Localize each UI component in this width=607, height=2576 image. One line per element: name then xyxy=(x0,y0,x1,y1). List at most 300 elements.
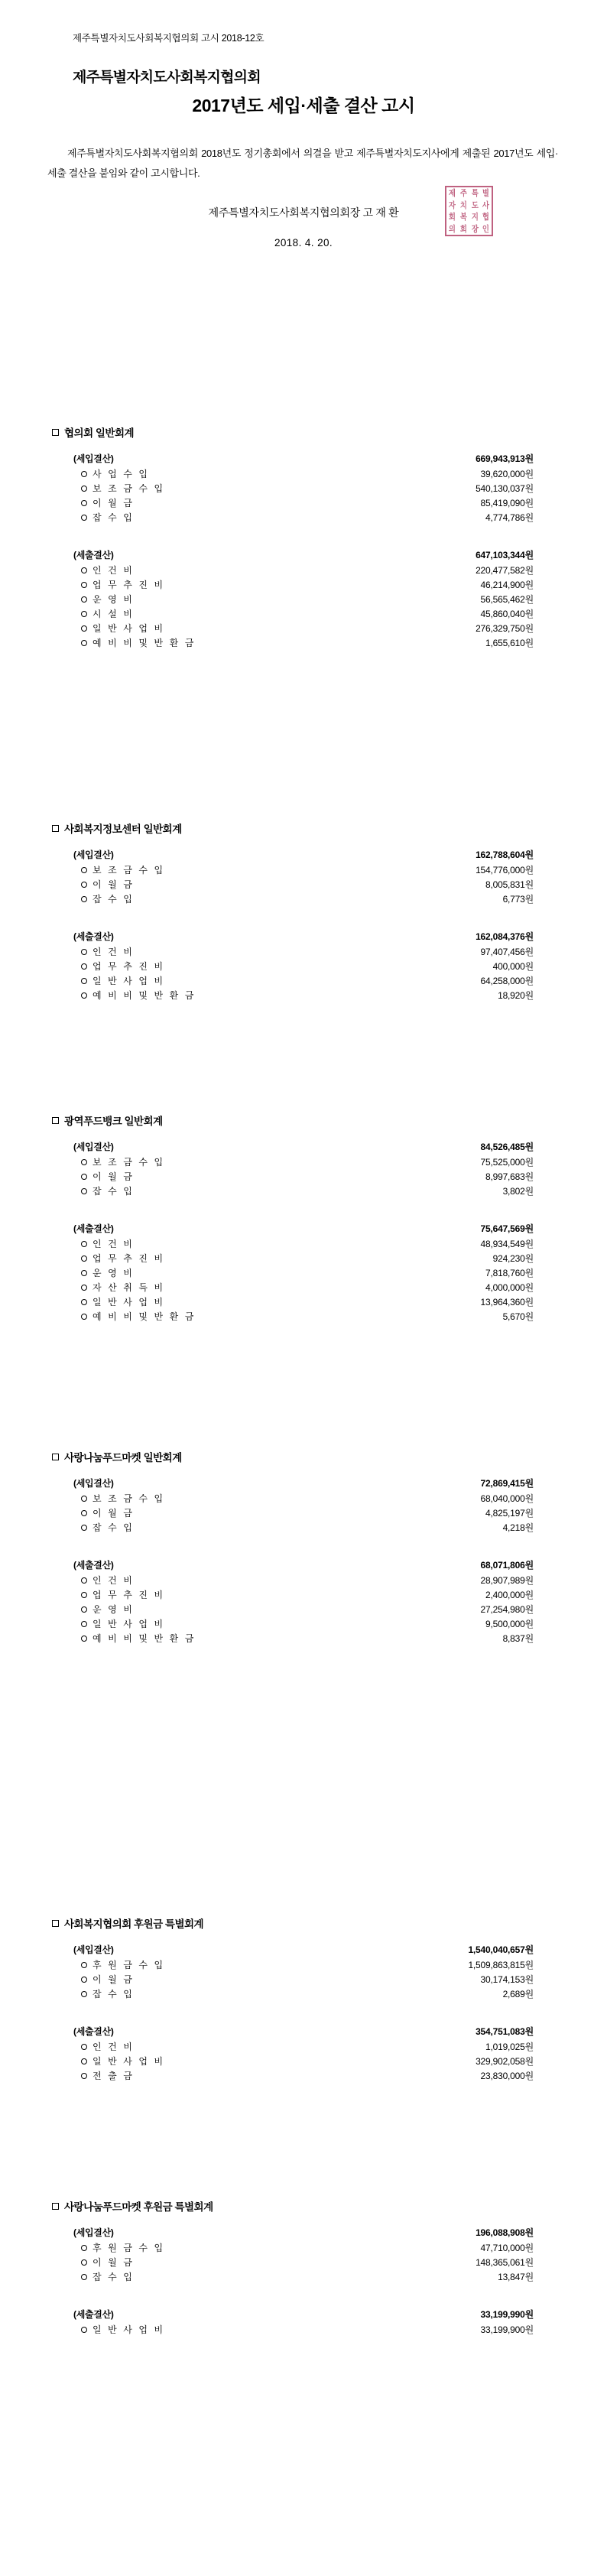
line-item-row xyxy=(0,1973,607,1987)
revenue-total-label: (세입결산) xyxy=(73,849,114,860)
revenue-total-label: (세입결산) xyxy=(73,1142,114,1152)
line-item-row xyxy=(0,2040,607,2055)
line-item-amount: 154,776,000원 xyxy=(476,865,534,875)
line-item-label xyxy=(81,960,165,973)
seal-glyph: 지 xyxy=(471,212,479,223)
line-item-text: 일 반 사 업 비 xyxy=(93,2324,165,2335)
line-item-row xyxy=(0,482,607,496)
revenue-block xyxy=(0,1476,607,1535)
line-item-amount: 9,500,000원 xyxy=(485,1619,534,1629)
section-heading-text: 사랑나눔푸드마켓 후원금 특별회계 xyxy=(64,2201,213,2213)
line-item-amount: 924,230원 xyxy=(492,1253,534,1264)
block-spacer xyxy=(0,1535,607,1546)
line-item-row xyxy=(0,2256,607,2270)
line-item-amount: 45,860,040원 xyxy=(480,609,534,619)
line-item-text: 잡 수 입 xyxy=(93,1522,135,1533)
organization-name: 제주특별자치도사회복지협의회 xyxy=(73,70,261,86)
line-item-row xyxy=(0,1492,607,1506)
line-item-text: 이 월 금 xyxy=(93,498,135,508)
line-item-label xyxy=(81,1237,134,1250)
circle-bullet-icon xyxy=(81,2245,87,2251)
circle-bullet-icon xyxy=(81,1241,87,1247)
seal-glyph: 협 xyxy=(482,212,490,223)
line-item-text: 인 건 비 xyxy=(93,565,135,576)
circle-bullet-icon xyxy=(81,1636,87,1642)
circle-bullet-icon xyxy=(81,978,87,984)
circle-bullet-icon xyxy=(81,1510,87,1516)
line-item-amount: 28,907,989원 xyxy=(480,1575,534,1586)
circle-bullet-icon xyxy=(81,596,87,603)
line-item-amount: 6,773원 xyxy=(502,894,534,905)
line-item-text: 잡 수 입 xyxy=(93,1186,135,1197)
section-heading-text: 협의회 일반회계 xyxy=(64,427,135,439)
line-item-amount: 8,837원 xyxy=(502,1633,534,1644)
line-item-amount: 7,818,760원 xyxy=(485,1268,534,1278)
seal-glyph: 주 xyxy=(459,188,467,199)
circle-bullet-icon xyxy=(81,2073,87,2079)
line-item-row xyxy=(0,578,607,593)
signer-line: 제주특별자치도사회복지협의회장 고 재 환 xyxy=(208,206,399,219)
circle-bullet-icon xyxy=(81,1314,87,1320)
line-item-row xyxy=(0,1521,607,1535)
seal-glyph: 회 xyxy=(448,212,456,223)
line-item-label xyxy=(81,2055,165,2068)
line-item-amount: 400,000원 xyxy=(492,961,534,972)
seal-glyph: 특 xyxy=(471,188,479,199)
line-item-amount: 2,689원 xyxy=(502,1989,534,1999)
expenditure-total-row xyxy=(0,1222,607,1237)
line-item-text: 일 반 사 업 비 xyxy=(93,2056,165,2067)
revenue-total-label: (세입결산) xyxy=(73,1944,114,1955)
line-item-text: 인 건 비 xyxy=(93,2042,135,2052)
line-item-amount: 148,365,061원 xyxy=(476,2257,534,2268)
line-item-row xyxy=(0,1252,607,1266)
line-item-label xyxy=(81,1155,165,1168)
line-item-text: 이 월 금 xyxy=(93,1508,135,1519)
line-item-text: 이 월 금 xyxy=(93,1171,135,1182)
line-item-row xyxy=(0,2323,607,2337)
line-item-row xyxy=(0,974,607,989)
line-item-amount: 3,802원 xyxy=(502,1186,534,1197)
line-item-text: 예 비 비 및 반 환 금 xyxy=(93,990,196,1001)
expenditure-total-row xyxy=(0,930,607,945)
circle-bullet-icon xyxy=(81,1299,87,1305)
circle-bullet-icon xyxy=(81,1592,87,1598)
revenue-block xyxy=(0,2226,607,2285)
section-heading-text: 사랑나눔푸드마켓 일반회계 xyxy=(64,1452,182,1463)
circle-bullet-icon xyxy=(81,1159,87,1165)
line-item-text: 운 영 비 xyxy=(93,1604,135,1615)
revenue-block xyxy=(0,1140,607,1199)
line-item-amount: 1,509,863,815원 xyxy=(468,1960,534,1970)
line-item-text: 보 조 금 수 입 xyxy=(93,1157,165,1168)
circle-bullet-icon xyxy=(81,515,87,521)
section-heading-text: 사회복지정보센터 일반회계 xyxy=(64,823,182,835)
line-item-amount: 48,934,549원 xyxy=(480,1239,534,1249)
circle-bullet-icon xyxy=(81,1496,87,1502)
circle-bullet-icon xyxy=(81,611,87,617)
revenue-total-row xyxy=(0,2226,607,2241)
line-item-label xyxy=(81,974,165,987)
line-item-label xyxy=(81,1958,165,1971)
line-item-amount: 329,902,058원 xyxy=(476,2056,534,2067)
issue-date: 2018. 4. 20. xyxy=(274,237,333,249)
line-item-amount: 39,620,000원 xyxy=(480,469,534,479)
line-item-amount: 1,655,610원 xyxy=(485,638,534,648)
accounting-section xyxy=(0,820,607,1003)
line-item-row xyxy=(0,622,607,636)
line-item-amount: 97,407,456원 xyxy=(480,947,534,957)
circle-bullet-icon xyxy=(81,2058,87,2064)
revenue-block xyxy=(0,1943,607,2002)
line-item-label xyxy=(81,2241,165,2254)
line-item-row xyxy=(0,1603,607,1617)
circle-bullet-icon xyxy=(81,1577,87,1584)
line-item-row xyxy=(0,989,607,1003)
accounting-section xyxy=(0,2198,607,2337)
line-item-label xyxy=(81,511,134,524)
expenditure-total-row xyxy=(0,2025,607,2040)
line-item-text: 일 반 사 업 비 xyxy=(93,1297,165,1307)
revenue-total-amount: 162,788,604원 xyxy=(476,849,534,860)
section-heading xyxy=(52,2198,607,2214)
expenditure-total-label: (세출결산) xyxy=(73,2309,114,2320)
block-spacer xyxy=(0,525,607,536)
line-item-row xyxy=(0,2241,607,2256)
line-item-row xyxy=(0,1281,607,1295)
circle-bullet-icon xyxy=(81,1188,87,1194)
line-item-amount: 33,199,900원 xyxy=(480,2324,534,2335)
line-item-text: 보 조 금 수 입 xyxy=(93,483,165,494)
line-item-row xyxy=(0,636,607,651)
line-item-row xyxy=(0,1237,607,1252)
intro-paragraph: 제주특별자치도사회복지협의회 2018년도 정기총회에서 의결을 받고 제주특별자치도지사에게 제출된 2017년도 세입·세출 결산을 붙임와 같이 고시합니다. xyxy=(47,148,558,179)
line-item-label xyxy=(81,482,165,495)
line-item-amount: 2,400,000원 xyxy=(485,1590,534,1600)
expenditure-total-amount: 162,084,376원 xyxy=(476,931,534,942)
circle-bullet-icon xyxy=(81,1621,87,1627)
expenditure-total-amount: 33,199,990원 xyxy=(480,2309,534,2320)
line-item-amount: 4,218원 xyxy=(502,1522,534,1533)
line-item-label xyxy=(81,622,165,635)
expenditure-block xyxy=(0,2025,607,2084)
accounting-section xyxy=(0,1449,607,1646)
square-bullet-icon xyxy=(52,1920,59,1927)
seal-glyph: 사 xyxy=(482,200,490,210)
line-item-label xyxy=(81,1310,196,1323)
line-item-text: 전 출 금 xyxy=(93,2071,135,2081)
line-item-amount: 46,214,900원 xyxy=(480,580,534,590)
circle-bullet-icon xyxy=(81,567,87,573)
seal-glyph: 인 xyxy=(482,223,490,234)
line-item-amount: 220,477,582원 xyxy=(476,565,534,576)
line-item-row xyxy=(0,1155,607,1170)
line-item-text: 예 비 비 및 반 환 금 xyxy=(93,638,196,648)
expenditure-total-label: (세출결산) xyxy=(73,550,114,560)
revenue-total-row xyxy=(0,848,607,863)
line-item-amount: 23,830,000원 xyxy=(480,2071,534,2081)
line-item-label xyxy=(81,2040,134,2053)
seal-glyph: 별 xyxy=(482,188,490,199)
line-item-label xyxy=(81,1973,134,1986)
line-item-label xyxy=(81,863,165,876)
line-item-row xyxy=(0,1987,607,2002)
line-item-row xyxy=(0,1310,607,1324)
line-item-row xyxy=(0,1617,607,1632)
revenue-total-amount: 196,088,908원 xyxy=(476,2227,534,2238)
line-item-row xyxy=(0,1184,607,1199)
line-item-row xyxy=(0,878,607,892)
circle-bullet-icon xyxy=(81,949,87,955)
notice-number: 제주특별자치도사회복지협의회 고시 2018-12호 xyxy=(73,33,265,44)
line-item-text: 예 비 비 및 반 환 금 xyxy=(93,1311,196,1322)
circle-bullet-icon xyxy=(81,896,87,902)
circle-bullet-icon xyxy=(81,1977,87,1983)
line-item-label xyxy=(81,1184,134,1197)
expenditure-total-row xyxy=(0,1558,607,1574)
block-spacer xyxy=(0,907,607,918)
line-item-row xyxy=(0,1266,607,1281)
circle-bullet-icon xyxy=(81,1606,87,1613)
line-item-text: 이 월 금 xyxy=(93,1974,135,1985)
revenue-total-row xyxy=(0,1476,607,1492)
line-item-amount: 27,254,980원 xyxy=(480,1604,534,1615)
line-item-amount: 64,258,000원 xyxy=(480,976,534,986)
line-item-row xyxy=(0,960,607,974)
line-item-amount: 540,130,037원 xyxy=(476,483,534,494)
line-item-text: 보 조 금 수 입 xyxy=(93,865,165,875)
circle-bullet-icon xyxy=(81,1256,87,1262)
revenue-total-row xyxy=(0,1943,607,1958)
seal-glyph: 치 xyxy=(459,200,467,210)
circle-bullet-icon xyxy=(81,1174,87,1180)
seal-glyph: 자 xyxy=(448,200,456,210)
line-item-amount: 8,997,683원 xyxy=(485,1171,534,1182)
line-item-text: 업 무 추 진 비 xyxy=(93,580,165,590)
revenue-total-row xyxy=(0,1140,607,1155)
revenue-total-amount: 84,526,485원 xyxy=(480,1142,534,1152)
accounting-section xyxy=(0,424,607,651)
line-item-row xyxy=(0,1506,607,1521)
line-item-row xyxy=(0,496,607,511)
circle-bullet-icon xyxy=(81,486,87,492)
circle-bullet-icon xyxy=(81,500,87,506)
line-item-label xyxy=(81,1281,165,1294)
circle-bullet-icon xyxy=(81,471,87,477)
line-item-text: 일 반 사 업 비 xyxy=(93,1619,165,1629)
line-item-label xyxy=(81,1603,134,1616)
square-bullet-icon xyxy=(52,825,59,832)
revenue-total-amount: 669,943,913원 xyxy=(476,453,534,464)
circle-bullet-icon xyxy=(81,882,87,888)
line-item-label xyxy=(81,636,196,649)
revenue-total-amount: 1,540,040,657원 xyxy=(468,1944,534,1955)
line-item-text: 일 반 사 업 비 xyxy=(93,976,165,986)
revenue-total-amount: 72,869,415원 xyxy=(480,1478,534,1489)
line-item-text: 잡 수 입 xyxy=(93,2272,135,2282)
block-spacer xyxy=(0,1199,607,1210)
square-bullet-icon xyxy=(52,429,59,436)
line-item-text: 업 무 추 진 비 xyxy=(93,1253,165,1264)
line-item-label xyxy=(81,1492,165,1505)
expenditure-total-label: (세출결산) xyxy=(73,931,114,942)
line-item-text: 잡 수 입 xyxy=(93,894,135,905)
accounting-section xyxy=(0,1113,607,1324)
line-item-row xyxy=(0,467,607,482)
seal-glyph: 도 xyxy=(471,200,479,210)
line-item-text: 이 월 금 xyxy=(93,879,135,890)
line-item-label xyxy=(81,892,134,905)
revenue-block xyxy=(0,848,607,907)
line-item-text: 잡 수 입 xyxy=(93,512,135,523)
block-spacer xyxy=(0,2285,607,2295)
expenditure-block xyxy=(0,548,607,651)
expenditure-total-amount: 75,647,569원 xyxy=(480,1223,534,1234)
line-item-label xyxy=(81,1617,165,1630)
line-item-label xyxy=(81,607,134,620)
circle-bullet-icon xyxy=(81,582,87,588)
line-item-row xyxy=(0,607,607,622)
accounting-section xyxy=(0,1915,607,2084)
line-item-label xyxy=(81,989,196,1002)
section-heading xyxy=(52,1449,607,1464)
line-item-label xyxy=(81,578,165,591)
line-item-amount: 4,825,197원 xyxy=(485,1508,534,1519)
expenditure-total-amount: 354,751,083원 xyxy=(476,2026,534,2037)
line-item-text: 잡 수 입 xyxy=(93,1989,135,1999)
line-item-label xyxy=(81,878,134,891)
line-item-text: 보 조 금 수 입 xyxy=(93,1493,165,1504)
circle-bullet-icon xyxy=(81,2044,87,2050)
line-item-text: 자 산 취 득 비 xyxy=(93,1282,165,1293)
line-item-text: 후 원 금 수 입 xyxy=(93,1960,165,1970)
line-item-amount: 276,329,750원 xyxy=(476,623,534,634)
seal-glyph: 회 xyxy=(459,223,467,234)
line-item-row xyxy=(0,1958,607,1973)
line-item-row xyxy=(0,2055,607,2069)
line-item-text: 일 반 사 업 비 xyxy=(93,623,165,634)
line-item-amount: 18,920원 xyxy=(498,990,534,1001)
expenditure-block xyxy=(0,1222,607,1324)
section-heading xyxy=(52,1915,607,1931)
line-item-amount: 4,774,786원 xyxy=(485,512,534,523)
official-seal-icon xyxy=(445,186,493,236)
expenditure-total-label: (세출결산) xyxy=(73,2026,114,2037)
line-item-amount: 5,670원 xyxy=(502,1311,534,1322)
line-item-row xyxy=(0,593,607,607)
line-item-label xyxy=(81,2256,134,2269)
circle-bullet-icon xyxy=(81,2327,87,2333)
line-item-text: 인 건 비 xyxy=(93,947,135,957)
line-item-amount: 8,005,831원 xyxy=(485,879,534,890)
line-item-text: 운 영 비 xyxy=(93,594,135,605)
line-item-text: 운 영 비 xyxy=(93,1268,135,1278)
line-item-row xyxy=(0,1170,607,1184)
line-item-amount: 13,964,360원 xyxy=(480,1297,534,1307)
line-item-text: 사 업 수 입 xyxy=(93,469,150,479)
revenue-total-label: (세입결산) xyxy=(73,453,114,464)
line-item-label xyxy=(81,496,134,509)
line-item-label xyxy=(81,1632,196,1645)
circle-bullet-icon xyxy=(81,963,87,970)
circle-bullet-icon xyxy=(81,1525,87,1531)
line-item-label xyxy=(81,1574,134,1587)
expenditure-block xyxy=(0,930,607,1003)
seal-glyph: 의 xyxy=(448,223,456,234)
circle-bullet-icon xyxy=(81,867,87,873)
section-heading xyxy=(52,424,607,440)
line-item-amount: 4,000,000원 xyxy=(485,1282,534,1293)
line-item-text: 이 월 금 xyxy=(93,2257,135,2268)
circle-bullet-icon xyxy=(81,625,87,632)
expenditure-block xyxy=(0,1558,607,1646)
section-heading-text: 광역푸드뱅크 일반회계 xyxy=(64,1116,163,1127)
line-item-row xyxy=(0,2069,607,2084)
line-item-label xyxy=(81,1521,134,1534)
line-item-label xyxy=(81,1170,134,1183)
line-item-label xyxy=(81,2069,134,2082)
line-item-row xyxy=(0,1295,607,1310)
section-heading-text: 사회복지협의회 후원금 특별회계 xyxy=(64,1918,204,1930)
circle-bullet-icon xyxy=(81,640,87,646)
line-item-row xyxy=(0,892,607,907)
square-bullet-icon xyxy=(52,1117,59,1124)
expenditure-total-row xyxy=(0,548,607,564)
line-item-label xyxy=(81,1506,134,1519)
seal-glyph: 복 xyxy=(459,212,467,223)
square-bullet-icon xyxy=(52,1454,59,1460)
line-item-text: 업 무 추 진 비 xyxy=(93,961,165,972)
revenue-block xyxy=(0,452,607,525)
circle-bullet-icon xyxy=(81,2259,87,2266)
page-title: 2017년도 세입·세출 결산 고시 xyxy=(192,96,415,115)
circle-bullet-icon xyxy=(81,1285,87,1291)
line-item-amount: 68,040,000원 xyxy=(480,1493,534,1504)
line-item-amount: 1,019,025원 xyxy=(485,2042,534,2052)
revenue-total-label: (세입결산) xyxy=(73,2227,114,2238)
line-item-row xyxy=(0,1632,607,1646)
block-spacer xyxy=(0,2002,607,2012)
expenditure-total-label: (세출결산) xyxy=(73,1560,114,1571)
circle-bullet-icon xyxy=(81,1270,87,1276)
line-item-label xyxy=(81,2323,165,2336)
line-item-label xyxy=(81,1588,165,1601)
line-item-amount: 13,847원 xyxy=(498,2272,534,2282)
line-item-text: 업 무 추 진 비 xyxy=(93,1590,165,1600)
expenditure-total-amount: 647,103,344원 xyxy=(476,550,534,560)
line-item-amount: 85,419,090원 xyxy=(480,498,534,508)
circle-bullet-icon xyxy=(81,992,87,999)
line-item-text: 인 건 비 xyxy=(93,1575,135,1586)
seal-glyph: 장 xyxy=(471,223,479,234)
line-item-amount: 75,525,000원 xyxy=(480,1157,534,1168)
line-item-label xyxy=(81,1266,134,1279)
line-item-text: 후 원 금 수 입 xyxy=(93,2243,165,2253)
line-item-label xyxy=(81,1295,165,1308)
line-item-text: 시 설 비 xyxy=(93,609,135,619)
line-item-label xyxy=(81,1987,134,2000)
expenditure-block xyxy=(0,2308,607,2337)
line-item-text: 예 비 비 및 반 환 금 xyxy=(93,1633,196,1644)
line-item-amount: 56,565,462원 xyxy=(480,594,534,605)
line-item-label xyxy=(81,593,134,606)
line-item-label xyxy=(81,945,134,958)
line-item-row xyxy=(0,1574,607,1588)
line-item-label xyxy=(81,1252,165,1265)
line-item-row xyxy=(0,564,607,578)
line-item-label xyxy=(81,564,134,577)
section-heading xyxy=(52,820,607,836)
